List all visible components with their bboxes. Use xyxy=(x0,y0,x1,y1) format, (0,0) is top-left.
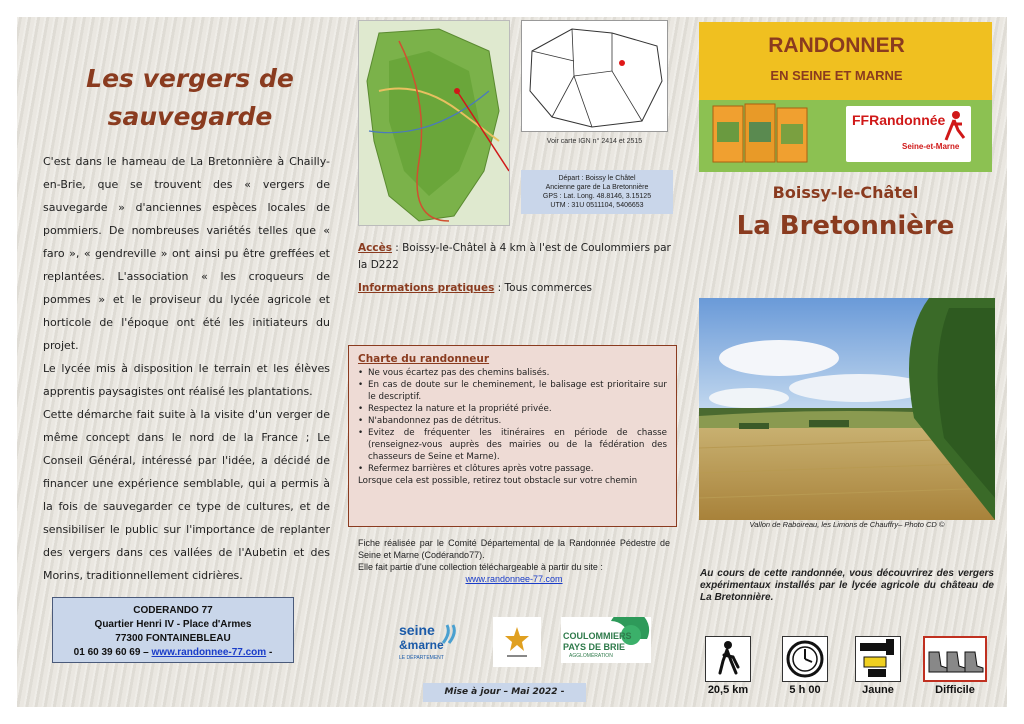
hiker-logo-icon xyxy=(942,110,968,142)
charter-item: • Respectez la nature et la propriété privée. xyxy=(358,403,667,415)
info-text: : Tous commerces xyxy=(494,282,592,294)
sheet-credits xyxy=(358,537,670,585)
banner-subtitle: EN SEINE ET MARNE xyxy=(770,68,903,83)
sm-logo-text3: LE DÉPARTEMENT xyxy=(399,655,444,661)
page-title: La Bretonnière xyxy=(736,211,955,241)
commune-name: Boissy-le-Châtel xyxy=(772,183,919,202)
coulommiers-text1: COULOMMIERS xyxy=(563,631,632,641)
charter-item: • Refermez barrières et clôtures après votre passage. xyxy=(358,463,667,475)
guidebooks-icon xyxy=(711,102,811,168)
access-info xyxy=(358,240,673,274)
ff-logo-text: FFRandonnée xyxy=(852,112,946,128)
credits-text2: Elle fait partie d'une collection téléchargeable à partir du site : xyxy=(358,562,603,572)
credits-website-link[interactable]: www.randonnee-77.com xyxy=(465,574,563,584)
contact-name: CODERANDO 77 xyxy=(133,605,213,616)
access-text: : Boissy-le-Châtel à 4 km à l'est de Coulommiers par la D222 xyxy=(358,242,671,271)
landscape-photo xyxy=(699,298,995,520)
contact-address1: Quartier Henri IV - Place d'Armes xyxy=(94,619,252,630)
charter-item: • N'abandonnez pas de détritus. xyxy=(358,415,667,427)
distance-value: 20,5 km xyxy=(707,684,749,696)
contact-box xyxy=(52,597,294,663)
contact-phone: 01 60 39 60 69 – xyxy=(73,647,149,658)
sm-logo-text2: &marne xyxy=(399,638,444,652)
route-map xyxy=(358,20,510,226)
header-banner xyxy=(699,22,992,172)
marking-stat xyxy=(855,636,901,682)
charter-list xyxy=(358,367,667,475)
ffrandonnee-logo xyxy=(846,106,971,162)
coulommiers-logo xyxy=(561,617,651,663)
clock-icon xyxy=(783,637,827,681)
photo-caption: Vallon de Raboireau, les Limons de Chauffry– Photo CD © xyxy=(749,520,945,529)
star-logo-icon xyxy=(493,617,541,667)
charter-footer: Lorsque cela est possible, retirez tout obstacle sur votre chemin xyxy=(358,476,638,486)
credits-text1: Fiche réalisée par le Comité Départemental de la Randonnée Pédestre de Seine et Marne (Codérando77). xyxy=(358,538,670,560)
paragraph: C'est dans le hameau de La Bretonnière à Chailly-en-Brie, que se trouvent des « vergers de sauvegarde » d'anciennes espèces locales de pommiers. De nombreuses variétés telles que « faro », « gendreville » ont ainsi pu être greffées et replantées. L'association « les croqueurs de pommes » et le proviseur du lycée agricole et horticole de l'époque ont été les initiateurs du projet. xyxy=(43,155,330,352)
practical-info xyxy=(358,282,673,294)
region-map-graphic xyxy=(522,21,668,132)
gps-line: GPS : Lat. Long. 48.8146, 3.15125 xyxy=(542,193,652,200)
left-title xyxy=(60,60,320,136)
departure-line: Départ : Boissy le Châtel xyxy=(558,175,636,182)
paint-marking-icon xyxy=(856,637,900,681)
hike-intro: Au cours de cette randonnée, vous découvrirez des vergers expérimentaux installés par le lycée agricole du château de La Bretonnière. xyxy=(700,568,994,603)
boots-icon xyxy=(925,638,985,680)
hiker-icon xyxy=(706,637,750,681)
difficulty-value: Difficile xyxy=(935,684,975,696)
left-body-text xyxy=(43,150,330,587)
contact-trailing: - xyxy=(268,647,273,658)
charter-title: Charte du randonneur xyxy=(358,353,490,365)
info-label: Informations pratiques xyxy=(358,282,495,294)
charter-item: • Evitez de fréquenter les itinéraires en période de chasse (renseignez-vous auprès des mairies ou de la fédération des chasseurs de Seine et Marne). xyxy=(358,427,667,463)
sm-logo-mark-icon xyxy=(439,623,459,645)
access-label: Accès xyxy=(358,242,392,254)
seine-et-marne-logo xyxy=(395,617,465,667)
partner-logo-star xyxy=(493,617,541,667)
left-title-line1: Les vergers de xyxy=(86,64,294,93)
distance-stat xyxy=(705,636,751,682)
landscape-photo-graphic xyxy=(699,298,995,520)
departure-box xyxy=(521,170,673,214)
contact-website-link[interactable]: www.randonnee-77.com xyxy=(151,647,267,658)
paragraph: Le lycée mis à disposition le terrain et les élèves apprentis paysagistes ont réalisé les plantations. xyxy=(43,362,330,398)
map-caption: Voir carte IGN n° 2414 et 2515 xyxy=(546,138,643,145)
duration-stat xyxy=(782,636,828,682)
left-title-line2: sauvegarde xyxy=(107,102,273,131)
coulommiers-text3: AGGLOMÉRATION xyxy=(569,653,613,659)
charter-item: • Ne vous écartez pas des chemins balisés. xyxy=(358,367,667,379)
departure-line: Ancienne gare de La Bretonnière xyxy=(545,184,649,191)
difficulty-stat xyxy=(923,636,987,682)
update-date: Mise à jour – Mai 2022 - xyxy=(423,683,586,702)
region-map xyxy=(521,20,668,132)
contact-line xyxy=(53,646,293,660)
ff-logo-subtext: Seine-et-Marne xyxy=(902,142,960,151)
banner-title: RANDONNER xyxy=(768,34,905,57)
duration-value: 5 h 00 xyxy=(789,684,821,696)
utm-line: UTM : 31U 0511104, 5406653 xyxy=(550,202,644,209)
charter-item: • En cas de doute sur le cheminement, le balisage est prioritaire sur le descriptif. xyxy=(358,379,667,403)
contact-address2: 77300 FONTAINEBLEAU xyxy=(115,633,231,644)
sm-logo-text1: seine xyxy=(399,622,435,638)
paragraph: Cette démarche fait suite à la visite d'un verger de même concept dans le nord de la France ; Le Conseil Général, intéressé par l'idée, a décidé de financer une expérience semblable, qui a permis à la fois de sauvegarder ce type de cultures, et de sensibiliser le public sur l'importance de replanter des vergers dans ces vallées de l'Aubetin et des Morins, traditionnellement cidrières. xyxy=(43,408,330,582)
hiker-charter xyxy=(348,345,677,527)
marking-value: Jaune xyxy=(862,684,894,696)
route-map-graphic xyxy=(359,21,510,226)
coulommiers-text2: PAYS DE BRIE xyxy=(563,642,626,652)
